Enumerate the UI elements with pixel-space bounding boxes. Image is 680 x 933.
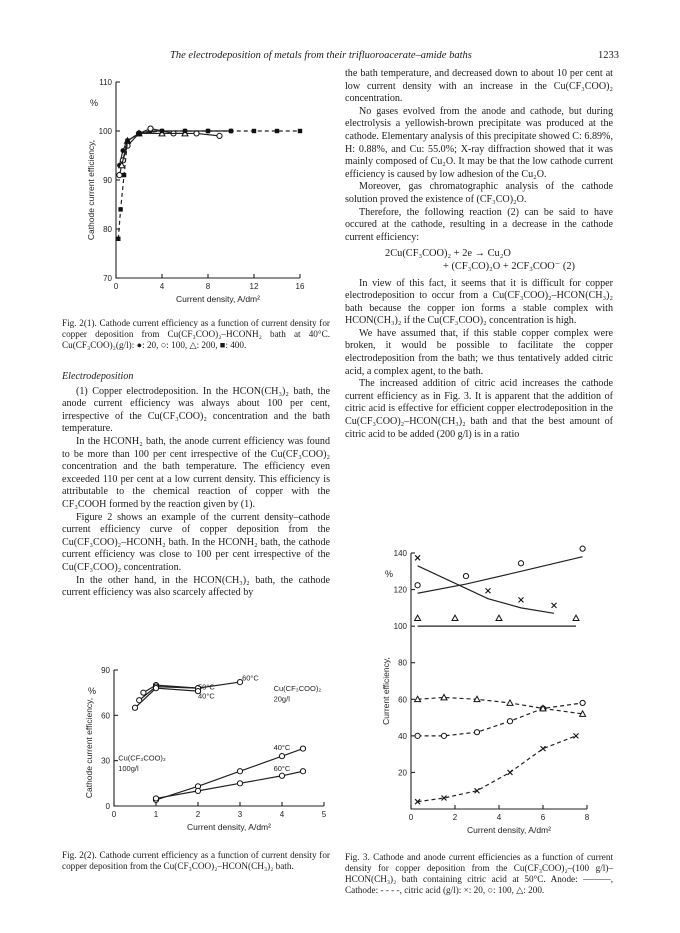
fig3-y-axis-unit: % — [384, 569, 394, 579]
right-paragraph-3: Moreover, gas chromatographic analysis of the cathode solution proved the existence of (CF₃CO)₂O. — [345, 181, 613, 205]
running-title: The electrodeposition of metals from their trifluoroacerate–amide baths — [170, 50, 472, 61]
fig3-axes — [411, 553, 587, 809]
fig3-point-anode — [415, 583, 420, 588]
left-paragraph-3: Figure 2 shows an example of the current density–cathode current efficiency curve of copper deposition from the Cu(CF₃COO)₂–HCONH₂ bath. In the HCONH₂ bath, the cathode current efficiency was close to 100 per cent irrespective of the Cu(CF₃COO)₂ concentration. — [62, 511, 330, 573]
fig3-point-anode — [518, 561, 523, 566]
fig2-point — [153, 796, 158, 801]
equation-line-2: + (CF₃CO)₂O + 2CF₃COO⁻ (2) — [443, 260, 575, 272]
fig3-point-cathode — [507, 719, 512, 724]
fig2-point — [153, 686, 158, 691]
fig1-y-tick-label: 80 — [103, 225, 112, 234]
fig2-x-tick-label: 4 — [279, 810, 285, 819]
fig1-y-tick-label: 70 — [103, 274, 112, 283]
fig2-x-tick-label: 0 — [111, 810, 117, 819]
fig2-x-tick-label: 5 — [321, 810, 327, 819]
fig1-x-tick-label: 8 — [205, 282, 211, 291]
fig1-y-tick-label: 90 — [103, 176, 112, 185]
section-heading: Electrodeposition — [62, 371, 134, 382]
fig3-point-anode — [486, 588, 491, 593]
fig1-point-100 — [148, 126, 153, 131]
fig2-annotation-60c-top: 60°C — [242, 673, 259, 683]
fig1-x-tick-label: 16 — [295, 282, 305, 291]
fig3-y-tick-label: 20 — [398, 768, 407, 778]
fig2-annotation-20g-conc: 20g/l — [273, 694, 290, 704]
right-column-text — [345, 68, 613, 441]
fig2-annotation-100g-conc: 100g/l — [118, 764, 139, 774]
figure-2-2 — [62, 660, 337, 840]
fig3-x-tick-label: 2 — [452, 813, 458, 822]
fig3-point-cathode — [507, 700, 513, 705]
figure-2-1 — [68, 68, 338, 318]
fig3-point-anode — [463, 573, 468, 578]
fig1-point-100 — [194, 131, 199, 136]
fig3-x-tick-label: 8 — [584, 813, 590, 822]
fig1-point-400 — [252, 129, 256, 133]
fig3-point-anode — [580, 546, 585, 551]
page-number: 1233 — [598, 50, 619, 61]
figure-3 — [355, 545, 605, 845]
fig3-y-tick-label: 80 — [398, 658, 407, 668]
fig2-point — [279, 754, 284, 759]
fig1-y-tick-label: 100 — [98, 127, 112, 136]
right-paragraph-2: No gases evolved from the anode and cathode, but during electrolysis a yellowish-brown precipitate was produced at the cathode. Elementary analysis of this precipitate showed C: 6.89%, H: 0.88%, and Cu: 55.0%; X-ray diffraction showed that it was mainly composed of Cu₂O. It may be that the low cathode current efficiency is caused by low adhesion of the Cu₂O. — [345, 105, 613, 180]
fig2-annotation-100g: Cu(CF₃COO)₂ — [118, 753, 166, 763]
fig2-point — [237, 769, 242, 774]
fig2-annotation-40c-top: 40°C — [198, 691, 215, 701]
fig3-y-axis-label: Current efficiency, — [381, 657, 391, 725]
fig2-y-axis-unit: % — [87, 686, 97, 696]
fig1-point-400 — [183, 129, 187, 133]
fig3-x-tick-label: 0 — [408, 813, 414, 822]
fig2-annotation-20g: Cu(CF₃COO)₂ — [273, 684, 322, 694]
fig3-point-anode — [573, 615, 579, 620]
right-paragraph-4: Therefore, the following reaction (2) can be said to have occured at the cathode, resulting in a decrease in the cathode current efficiency: — [345, 206, 613, 243]
fig2-point — [237, 781, 242, 786]
fig1-y-axis-unit: % — [89, 98, 99, 108]
fig1-point-400 — [275, 129, 279, 133]
fig2-point — [141, 690, 146, 695]
fig3-x-tick-label: 6 — [540, 813, 546, 822]
fig2-annotation-60c: 60°C — [273, 764, 291, 774]
fig2-y-tick-label: 0 — [105, 802, 110, 811]
right-paragraph-7: The increased addition of citric acid increases the cathode current efficiency as in Fig. 3. It is apparent that the addition of citric acid is effective for efficient copper electrodeposition in the Cu(CF₃COO)₂–HCON(CH₃)₂ bath and that the best amount of citric acid to be added (200 g/l) is in a ratio — [345, 378, 613, 440]
fig3-series-line-anode — [418, 557, 583, 594]
fig2-annotation-50c: 50°C — [198, 682, 215, 692]
fig1-caption: Fig. 2(1). Cathode current efficiency as a function of current density for copper deposition from Cu(CF₃COO)₂–HCONH₂ bath at 40°C. Cu(CF₃COO)₂(g/l): ●: 20, ○: 100, △: 200, ■: 400. — [62, 318, 330, 350]
fig2-x-axis-label: Current density, A/dm² — [187, 822, 271, 832]
fig1-x-axis-label: Current density, A/dm² — [176, 294, 260, 304]
fig3-point-anode — [415, 555, 420, 560]
fig2-x-tick-label: 3 — [237, 810, 243, 819]
fig3-point-anode — [415, 615, 421, 620]
fig2-annotation-40c: 40°C — [273, 743, 291, 753]
fig1-y-tick-label: 110 — [99, 78, 112, 87]
fig2-point — [195, 788, 200, 793]
fig2-point — [132, 705, 137, 710]
fig3-point-cathode — [474, 730, 479, 735]
fig3-point-anode — [452, 615, 458, 620]
fig3-point-cathode — [508, 770, 513, 775]
fig3-y-tick-label: 60 — [398, 695, 407, 705]
fig1-point-400 — [125, 139, 129, 143]
fig2-point — [300, 769, 305, 774]
fig1-point-100 — [217, 133, 222, 138]
equation-2 — [345, 248, 613, 273]
fig3-y-tick-label: 100 — [393, 622, 407, 632]
fig1-x-tick-label: 12 — [249, 282, 259, 291]
equation-line-1: 2Cu(CF₃COO)₂ + 2e → Cu₂O — [385, 248, 511, 260]
fig2-caption: Fig. 2(2). Cathode current efficiency as a function of current density for copper deposition from the Cu(CF₃COO)₂–HCON(CH₃)₂ bath. — [62, 850, 330, 871]
fig2-point — [300, 746, 305, 751]
fig3-point-cathode — [441, 733, 446, 738]
fig2-y-tick-label: 30 — [101, 756, 110, 766]
fig3-caption: Fig. 3. Cathode and anode current efficiencies as a function of current density for copper deposition from the Cu(CF₃COO)₂–(100 g/l)–HCON(CH₃)₂ bath containing citric acid at 50°C. Anode: ———, Cathode: - - - -, citric acid (g/l): ×: 20, ○: 100, △: 200. — [345, 852, 613, 895]
fig3-point-cathode — [580, 700, 585, 705]
fig3-x-tick-label: 4 — [496, 813, 502, 822]
fig1-point-400 — [122, 173, 126, 177]
fig1-point-400 — [116, 237, 120, 241]
fig3-series-line-cathode — [418, 736, 576, 802]
fig1-series-line-400 — [118, 131, 300, 239]
fig1-point-100 — [117, 173, 122, 178]
fig2-y-axis-label: Cathode current efficiency, — [84, 697, 94, 799]
right-paragraph-6: We have assumed that, if this stable copper complex were broken, it would be possible to facilitate the copper electrodeposition from the bath; we thus tentatively added citric acid, a complex agent, to the bath. — [345, 327, 613, 377]
left-paragraph-4: In the other hand, in the HCON(CH₃)₂ bath, the cathode current efficiency was also scarcely affected by — [62, 574, 330, 599]
fig2-y-tick-label: 90 — [101, 666, 110, 675]
fig1-point-400 — [229, 129, 233, 133]
fig3-x-axis-label: Current density, A/dm² — [467, 825, 551, 835]
fig2-y-tick-label: 60 — [101, 711, 110, 721]
fig3-point-cathode — [574, 733, 579, 738]
fig1-axes — [116, 82, 300, 278]
fig1-x-tick-label: 4 — [159, 282, 165, 291]
left-paragraph-2: In the HCONH₂ bath, the anode current efficiency was found to be more than 100 per cent irrespective of the Cu(CF₃COO)₂ concentration and the bath temperature. The efficiency even exceeded 110 per cent at a low current density. This efficiency is attributable to the chemical reaction of copper with the CF₃COOH formed by the reaction given by (1). — [62, 435, 330, 510]
fig2-x-tick-label: 2 — [195, 810, 201, 819]
fig2-x-tick-label: 1 — [153, 810, 159, 819]
fig1-point-400 — [160, 129, 164, 133]
fig3-y-tick-label: 40 — [398, 731, 407, 741]
fig3-point-anode — [552, 603, 557, 608]
fig2-point — [279, 773, 284, 778]
fig3-y-tick-label: 120 — [393, 585, 407, 595]
fig3-series-line-cathode — [418, 703, 583, 736]
fig1-series-line-100 — [119, 129, 219, 176]
fig1-point-400 — [137, 131, 141, 135]
fig1-series-line-200 — [122, 133, 185, 165]
fig1-point-400 — [118, 207, 122, 211]
fig3-point-anode — [496, 615, 502, 620]
fig1-point-400 — [206, 129, 210, 133]
fig1-x-tick-label: 0 — [113, 282, 119, 291]
fig1-y-axis-label: Cathode current efficiency, — [86, 139, 96, 241]
fig3-y-tick-label: 140 — [393, 549, 407, 558]
right-paragraph-1: the bath temperature, and decreased down to about 10 per cent at low current density with an increase in the Cu(CF₃COO)₂ concentration. — [345, 68, 613, 105]
fig1-point-400 — [298, 129, 302, 133]
fig3-point-cathode — [415, 733, 420, 738]
left-column-text — [62, 363, 330, 600]
fig3-point-cathode — [541, 746, 546, 751]
fig3-point-anode — [519, 597, 524, 602]
left-paragraph-1: (1) Copper electrodeposition. In the HCON(CH₃)₂ bath, the anode current efficiency was always about 100 per cent, irrespective of the Cu(CF₃COO)₂ concentration and the bath temperature. — [62, 385, 330, 435]
right-paragraph-5: In view of this fact, it seems that it is difficult for copper electrodeposition to occur from a Cu(CF₃COO)₂–HCON(CH₃)₂ bath because the copper ion forms a stable complex with HCON(CH₃)₂ if the Cu(CF₃COO)₂ concentration is high. — [345, 277, 613, 327]
